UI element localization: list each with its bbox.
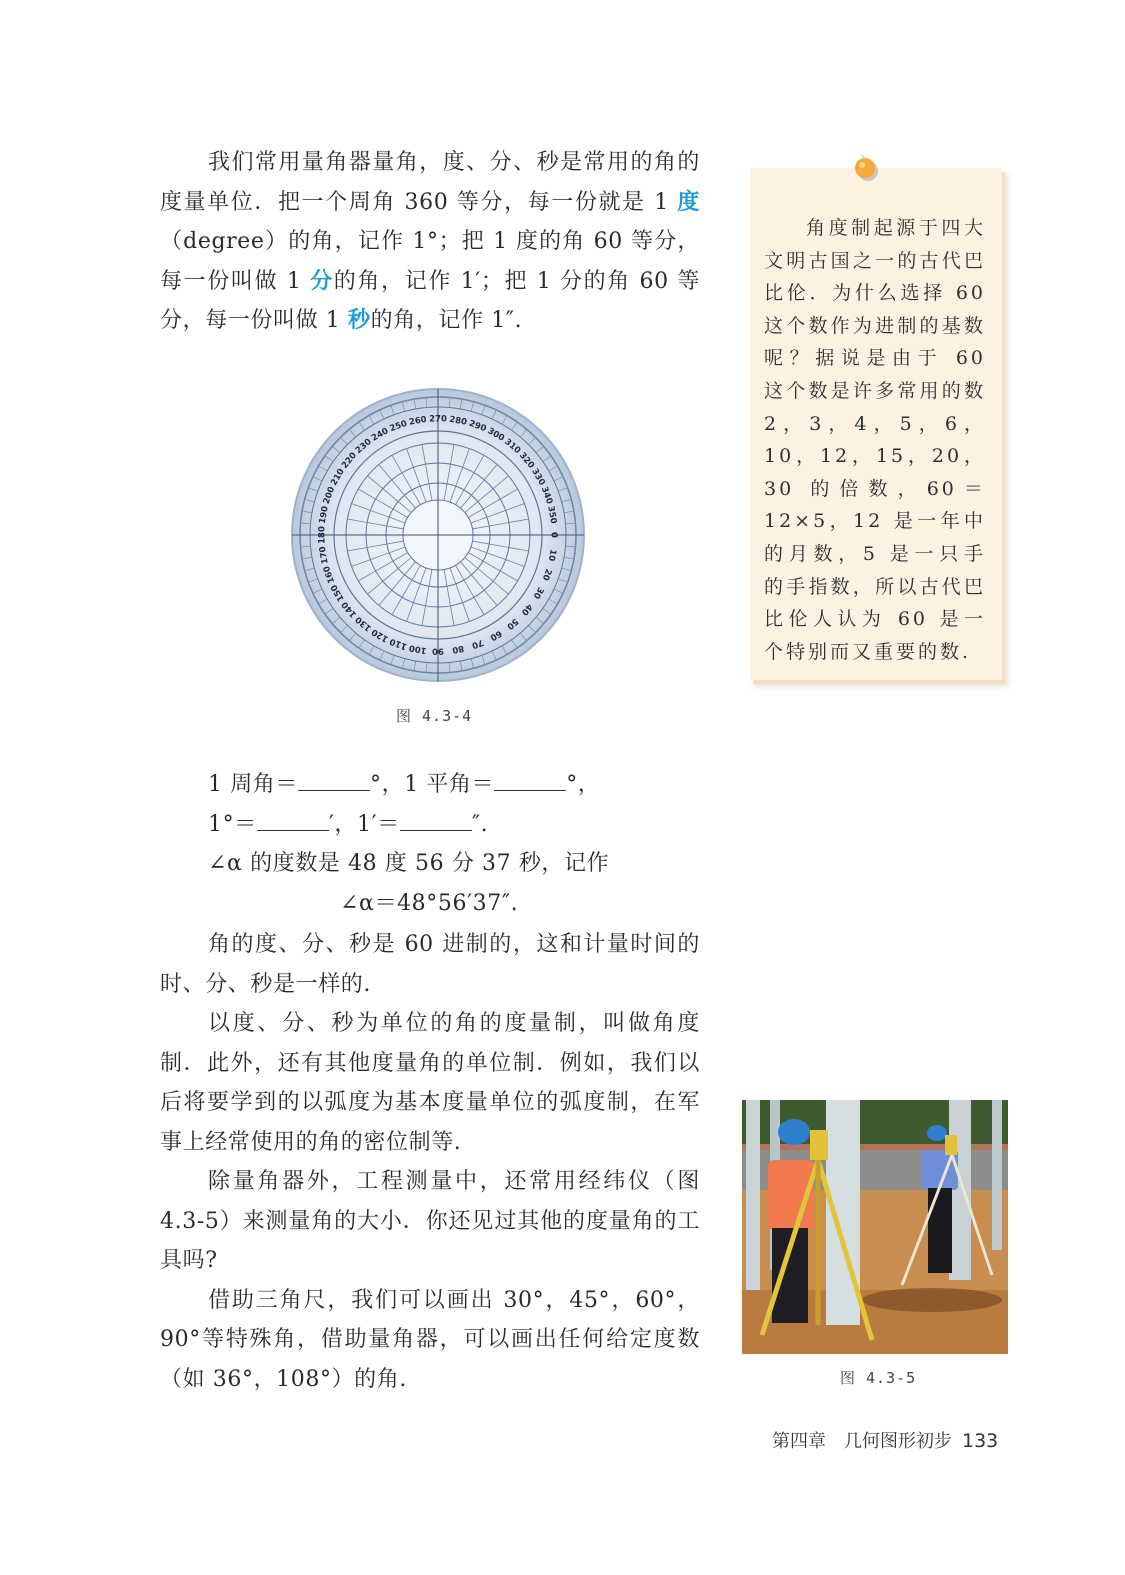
exercise-block: [160, 765, 700, 923]
intro-text: 的角，记作 1′；把 1 分的角 60 等分，每一份叫做 1: [160, 268, 700, 333]
svg-text:280: 280: [448, 414, 468, 428]
blank-minute-seconds[interactable]: [400, 808, 472, 831]
blank-degree-minutes[interactable]: [257, 808, 329, 831]
svg-text:320: 320: [516, 450, 537, 471]
term-minute: 分: [310, 267, 334, 294]
intro-text: 的角，记作 1″.: [370, 308, 523, 333]
svg-text:170: 170: [317, 545, 331, 565]
svg-text:220: 220: [339, 450, 360, 471]
paragraph-angle-systems: 以度、分、秒为单位的角的度量制，叫做角度制．此外，还有其他度量角的单位制．例如，我们以后将要学到的以弧度为基本度量单位的弧度制，在军事上经常使用的角的密位制等.: [160, 1011, 700, 1155]
svg-text:190: 190: [317, 505, 331, 525]
svg-text:10: 10: [545, 548, 558, 562]
figure-caption-photo: 图 4.3-5: [840, 1369, 917, 1387]
svg-text:330: 330: [529, 467, 547, 488]
svg-text:350: 350: [545, 505, 559, 525]
exercise-text: 1 周角＝: [208, 772, 298, 797]
term-degree: 度: [677, 188, 700, 215]
blank-full-angle[interactable]: [298, 768, 370, 791]
note-paragraph: 角度制起源于四大文明古国之一的古代巴比伦．为什么选择 60 这个数作为进制的基数呢？据说是由于 60 这个数是许多常用的数 2，3，4，5，6，10，12，15，20，30 的倍数，60＝12×5，12 是一年中的月数，5 是一只手的手指数，所以古代巴比伦人认为 60 是一个特别而又重要的数.: [764, 217, 986, 663]
protractor-figure: [288, 385, 588, 685]
main-column: [160, 143, 700, 341]
exercise-text: °，: [566, 772, 601, 797]
svg-text:290: 290: [467, 418, 488, 435]
svg-text:30: 30: [530, 585, 546, 601]
svg-text:180: 180: [317, 526, 328, 544]
svg-text:210: 210: [329, 467, 347, 488]
svg-text:70: 70: [470, 636, 485, 651]
svg-text:160: 160: [321, 564, 338, 585]
svg-text:310: 310: [502, 436, 523, 457]
pin-icon: [852, 154, 880, 182]
svg-text:200: 200: [321, 485, 338, 506]
intro-text: （degree）的角，记作 1°；把 1 度的角 60 等分，每一份叫做 1: [160, 229, 700, 294]
exercise-text: ″.: [471, 811, 489, 837]
surveyors-image-icon: [742, 1100, 1008, 1354]
svg-text:130: 130: [353, 613, 374, 634]
term-second: 秒: [347, 307, 371, 333]
paragraph-drawing-angles: 借助三角尺，我们可以画出 30°，45°，60°，90°等特殊角，借助量角器，可以画出任何给定度数（如 36°，108°）的角.: [160, 1287, 700, 1392]
page-footer: [772, 1427, 998, 1453]
svg-text:110: 110: [388, 635, 409, 652]
exercise-line-3: ∠α 的度数是 48 度 56 分 37 秒，记作: [208, 851, 610, 876]
svg-text:100: 100: [408, 642, 428, 656]
svg-text:300: 300: [485, 426, 506, 444]
svg-text:260: 260: [408, 414, 428, 428]
chapter-title: 几何图形初步: [844, 1431, 952, 1452]
exercise-text: ′，1′＝: [328, 811, 400, 837]
sidebar-note: [750, 168, 1002, 680]
blank-straight-angle[interactable]: [494, 768, 566, 791]
sidebar-note-text: [764, 212, 986, 668]
svg-text:250: 250: [388, 418, 409, 435]
svg-text:270: 270: [429, 414, 447, 425]
paragraph-sexagesimal: 角的度、分、秒是 60 进制的，这和计量时间的时、分、秒是一样的.: [160, 932, 700, 997]
chapter-label: 第四章: [772, 1431, 826, 1452]
intro-text: 我们常用量角器量角，度、分、秒是常用的角的度量单位．把一个周角 360 等分，每一份就是 1: [160, 150, 700, 215]
figure-caption-protractor: 图 4.3-4: [396, 707, 473, 725]
svg-text:40: 40: [518, 601, 535, 617]
exercise-formula: ∠α＝48°56′37″.: [340, 890, 519, 916]
svg-text:230: 230: [353, 436, 374, 457]
exercise-text: °，1 平角＝: [370, 772, 495, 797]
theodolite-photo: [742, 1100, 1008, 1354]
svg-text:0: 0: [548, 532, 559, 538]
exercise-text: 1°＝: [208, 811, 257, 837]
svg-text:140: 140: [339, 599, 360, 620]
svg-text:340: 340: [538, 485, 555, 506]
exercise-line-1: [160, 765, 700, 805]
intro-paragraph: [160, 143, 700, 341]
svg-text:80: 80: [451, 642, 465, 655]
svg-text:20: 20: [539, 567, 554, 582]
svg-text:50: 50: [504, 615, 520, 632]
svg-text:150: 150: [329, 582, 347, 603]
svg-text:60: 60: [488, 627, 504, 643]
exercise-line-2: [160, 805, 700, 845]
protractor-icon: [288, 385, 588, 685]
svg-text:90: 90: [432, 645, 444, 656]
svg-text:120: 120: [370, 626, 391, 644]
paragraph-theodolite: 除量角器外，工程测量中，还常用经纬仪（图 4.3-5）来测量角的大小．你还见过其他的度量角的工具吗?: [160, 1169, 700, 1273]
svg-text:240: 240: [370, 426, 391, 444]
body-paragraphs: [160, 925, 700, 1399]
page-number: 133: [962, 1430, 999, 1452]
